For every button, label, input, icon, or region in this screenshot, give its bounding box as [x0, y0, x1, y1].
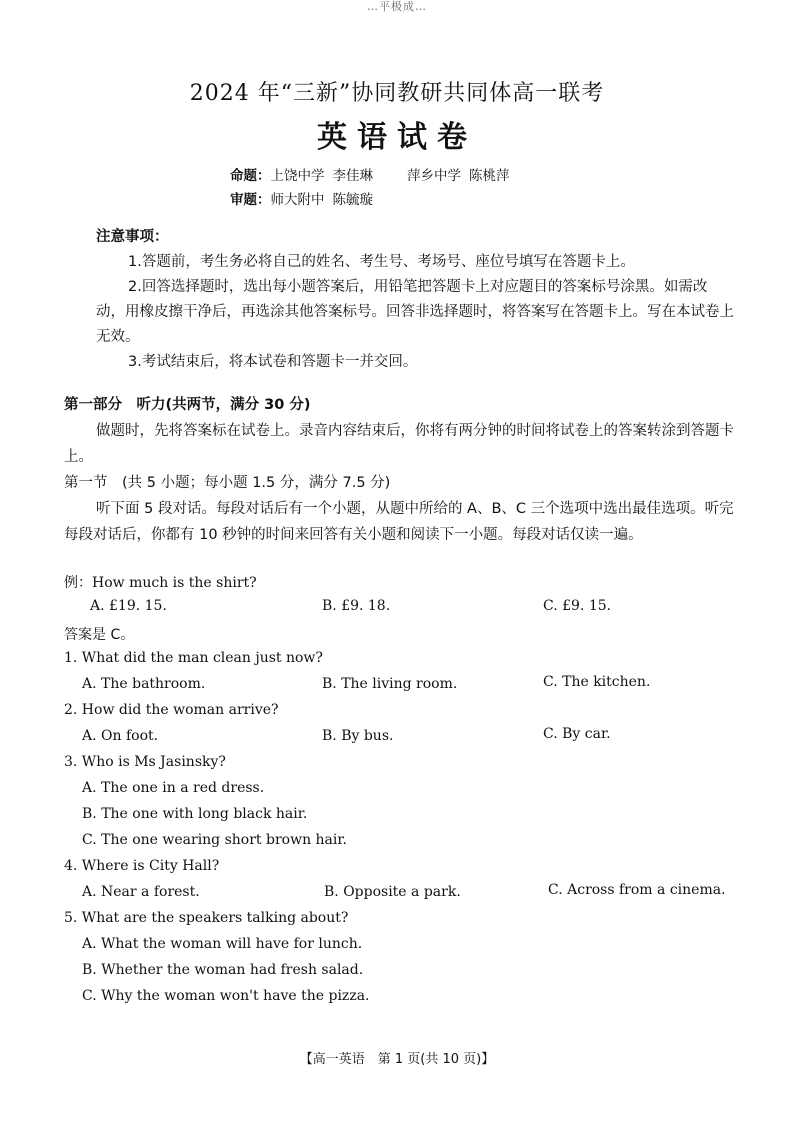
q2-option-c: C. By car. — [543, 726, 611, 742]
notes-heading: 注意事项： — [96, 229, 169, 245]
q3-option-a: A. The one in a red dress. — [82, 780, 265, 796]
setter1-school: 上饶中学 — [270, 168, 325, 184]
q2-option-a: A. On foot. — [82, 728, 159, 744]
part1-intro: 做题时，先将答案标在试卷上。录音内容结束后，你将有两分钟的时间将试卷上的答案转涂到答题卡上。 — [64, 423, 734, 465]
setter1-name: 李佳琳 — [332, 168, 373, 184]
example-option-c: C. £9. 15. — [543, 598, 612, 614]
part1-heading: 第一部分 听力(共两节，满分 30 分) — [64, 397, 311, 413]
question-5: 5. What are the speakers talking about? — [64, 910, 349, 926]
page-footer: 【高一英语 第 1 页(共 10 页)】 — [299, 1052, 495, 1067]
q3-option-b: B. The one with long black hair. — [82, 806, 308, 822]
part1-block — [64, 392, 740, 548]
reviewer-name: 陈毓璇 — [332, 192, 373, 208]
q5-option-c: C. Why the woman won't have the pizza. — [82, 988, 370, 1004]
section1-heading: 第一节 (共 5 小题；每小题 1.5 分，满分 7.5 分) — [64, 475, 391, 491]
q1-option-a: A. The bathroom. — [82, 676, 206, 692]
exam-notes — [96, 225, 736, 375]
setter2-school: 萍乡中学 — [407, 168, 461, 184]
example-answer: 答案是 C。 — [64, 627, 135, 643]
note-item-1: 1.答题前，考生务必将自己的姓名、考生号、考场号、座位号填写在答题卡上。 — [128, 254, 635, 270]
q4-option-b: B. Opposite a park. — [324, 884, 461, 900]
q2-option-b: B. By bus. — [322, 728, 394, 744]
q4-option-c: C. Across from a cinema. — [548, 882, 726, 898]
q3-option-c: C. The one wearing short brown hair. — [82, 832, 347, 848]
example-question: 例：How much is the shirt? — [64, 575, 257, 591]
q4-option-a: A. Near a forest. — [82, 884, 200, 900]
question-3: 3. Who is Ms Jasinsky? — [64, 754, 226, 770]
note-item-3: 3.考试结束后，将本试卷和答题卡一并交回。 — [128, 354, 418, 370]
setter-label: 命题： — [230, 168, 271, 184]
top-mark: …平极成… — [367, 0, 427, 13]
example-option-a: A. £19. 15. — [90, 598, 167, 614]
q5-option-b: B. Whether the woman had fresh salad. — [82, 962, 364, 978]
setter-credit — [230, 164, 510, 184]
question-4: 4. Where is City Hall? — [64, 858, 220, 874]
subject-title: 英语试卷 — [317, 120, 477, 155]
q5-option-a: A. What the woman will have for lunch. — [82, 936, 363, 952]
q1-option-c: C. The kitchen. — [543, 674, 651, 690]
question-2: 2. How did the woman arrive? — [64, 702, 279, 718]
exam-title: 2024 年“三新”协同教研共同体高一联考 — [189, 81, 605, 106]
section1-intro: 听下面 5 段对话。每段对话后有一个小题，从题中所给的 A、B、C 三个选项中选出最佳选项。听完每段对话后，你都有 10 秒钟的时间来回答有关小题和阅读下一小题。每段对话仅读一遍。 — [64, 501, 734, 543]
reviewer-label: 审题： — [230, 192, 271, 208]
note-item-2: 2.回答选择题时，选出每小题答案后，用铅笔把答题卡上对应题目的答案标号涂黑。如需改动，用橡皮擦干净后，再选涂其他答案标号。回答非选择题时，将答案写在答题卡上。写在本试卷上无效。 — [96, 279, 734, 345]
reviewer-school: 师大附中 — [270, 192, 325, 208]
example-option-b: B. £9. 18. — [322, 598, 391, 614]
reviewer-credit — [230, 188, 373, 208]
question-1: 1. What did the man clean just now? — [64, 650, 323, 666]
q1-option-b: B. The living room. — [322, 676, 458, 692]
setter2-name: 陈桃萍 — [469, 168, 510, 184]
